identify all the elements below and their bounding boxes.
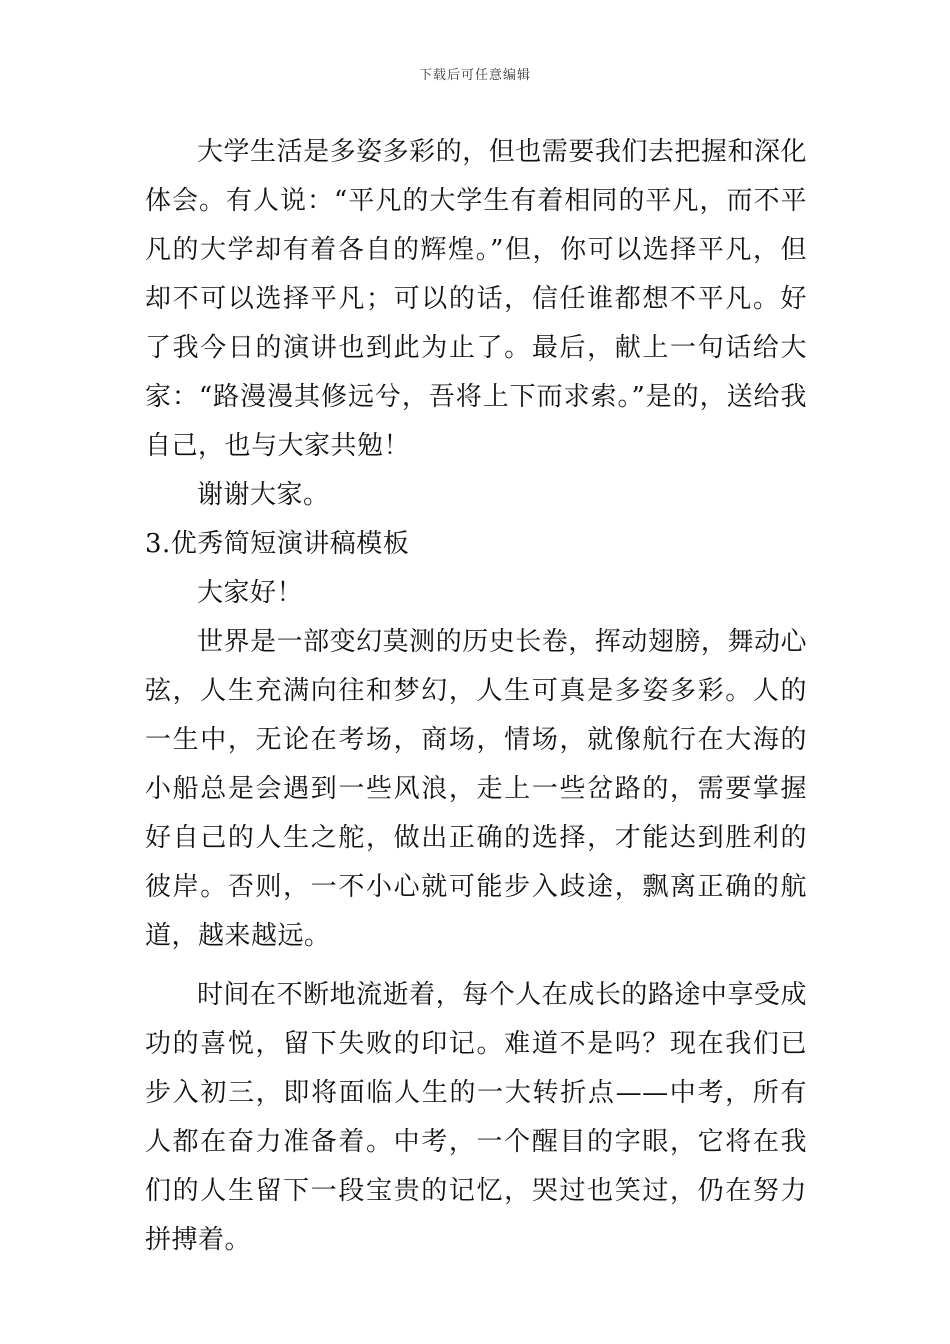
paragraph-greeting: 大家好！ bbox=[197, 578, 304, 608]
paragraph-closing-remarks: 大学生活是多姿多彩的，但也需要我们去把握和深化体会。有人说：“平凡的大学生有着相同的平凡，而不平凡的大学却有着各自的辉煌。”但，你可以选择平凡，但却不可以选择平凡；可以的话，信任谁都想不平凡。好了我今日的演讲也到此为止了。最后，献上一句话给大家：“路漫漫其修远兮，吾将上下而求索。”是的，送给我自己，也与大家共勉！ bbox=[145, 137, 807, 461]
paragraph-time-passing: 时间在不断地流逝着，每个人在成长的路途中享受成功的喜悦，留下失败的印记。难道不是吗？现在我们已步入初三，即将面临人生的一大转折点——中考，所有人都在奋力准备着。中考，一个醒目的字眼，它将在我们的人生留下一段宝贵的记忆，哭过也笑过，仍在努力拼搏着。 bbox=[145, 980, 807, 1255]
document-body bbox=[145, 128, 807, 1265]
page-header: 下载后可任意编辑 bbox=[418, 68, 531, 83]
section-heading: 3.优秀简短演讲稿模板 bbox=[145, 529, 410, 559]
paragraph-world-history: 世界是一部变幻莫测的历史长卷，挥动翅膀，舞动心弦，人生充满向往和梦幻，人生可真是多姿多彩。人的一生中，无论在考场，商场，情场，就像航行在大海的小船总是会遇到一些风浪，走上一些岔路的，需要掌握好自己的人生之舵，做出正确的选择，才能达到胜利的彼岸。否则，一不小心就可能步入歧途，飘离正确的航道，越来越远。 bbox=[145, 627, 807, 951]
paragraph-thanks: 谢谢大家。 bbox=[197, 480, 330, 510]
